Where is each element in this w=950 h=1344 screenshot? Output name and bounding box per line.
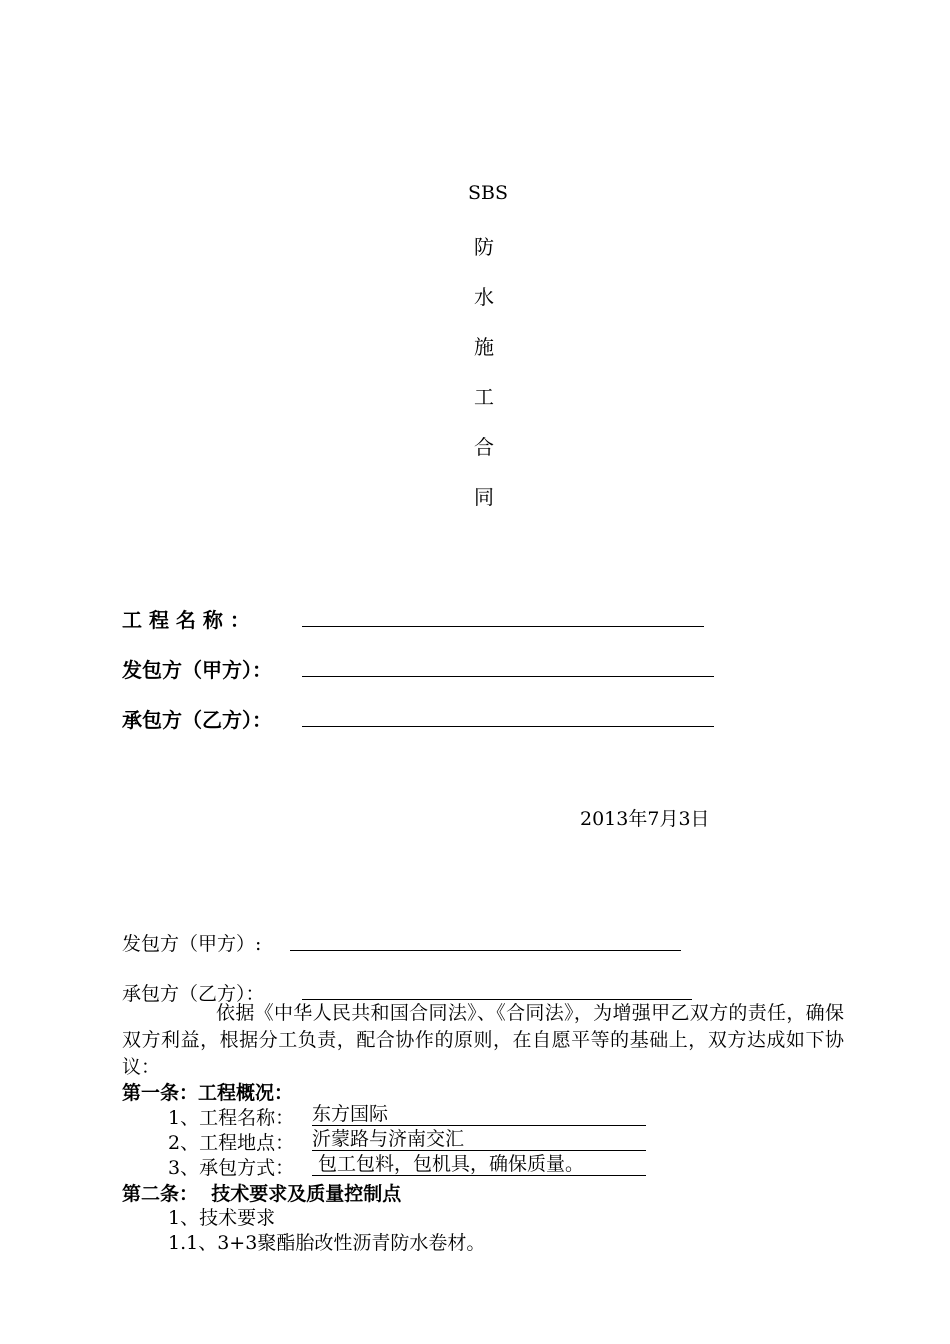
cover-date: 2013年7月3日: [580, 808, 710, 830]
item-contract-method-value: 包工包料，包机具，确保质量。: [312, 1153, 646, 1176]
item-project-location-label: 2、工程地点：: [168, 1132, 295, 1154]
cover-title-char: 水: [474, 285, 494, 309]
party-b-label: 承包方（乙方）：: [122, 983, 265, 1005]
item-project-location-value: 沂蒙路与济南交汇: [312, 1128, 646, 1151]
article-1-heading: 第一条：工程概况：: [122, 1082, 294, 1104]
cover-title-char: 施: [474, 335, 494, 359]
technical-requirements: 1、技术要求: [168, 1207, 276, 1229]
technical-requirement-1-1: 1.1、3+3聚酯胎改性沥青防水卷材。: [168, 1232, 486, 1254]
cover-party-b-label: 承包方（乙方）：: [122, 708, 272, 732]
cover-title-char: 合: [474, 435, 494, 459]
cover-project-name-label: 工 程 名 称 ：: [122, 608, 250, 632]
party-a-label: 发包方（甲方）:: [122, 933, 262, 955]
cover-title-char: 防: [474, 235, 494, 259]
cover-project-name-line[interactable]: [302, 626, 704, 627]
cover-title-char: 同: [474, 485, 494, 509]
item-contract-method-label: 3、承包方式：: [168, 1157, 295, 1179]
intro-paragraph: 依据《中华人民共和国合同法》、《合同法》，为增强甲乙双方的责任，确保双方利益，根据分工负责，配合协作的原则，在自愿平等的基础上，双方达成如下协议：: [122, 1002, 844, 1078]
cover-party-a-line[interactable]: [302, 676, 714, 677]
cover-party-b-line[interactable]: [302, 726, 714, 727]
party-a-line[interactable]: [290, 950, 681, 951]
cover-title-char: 工: [474, 385, 494, 409]
item-project-name-label: 1、工程名称：: [168, 1107, 295, 1129]
article-2-heading: 第二条： 技术要求及质量控制点: [122, 1183, 402, 1205]
item-project-name-value: 东方国际: [312, 1103, 646, 1126]
cover-party-a-label: 发包方（甲方）：: [122, 658, 272, 682]
cover-title-prefix: SBS: [468, 182, 508, 204]
